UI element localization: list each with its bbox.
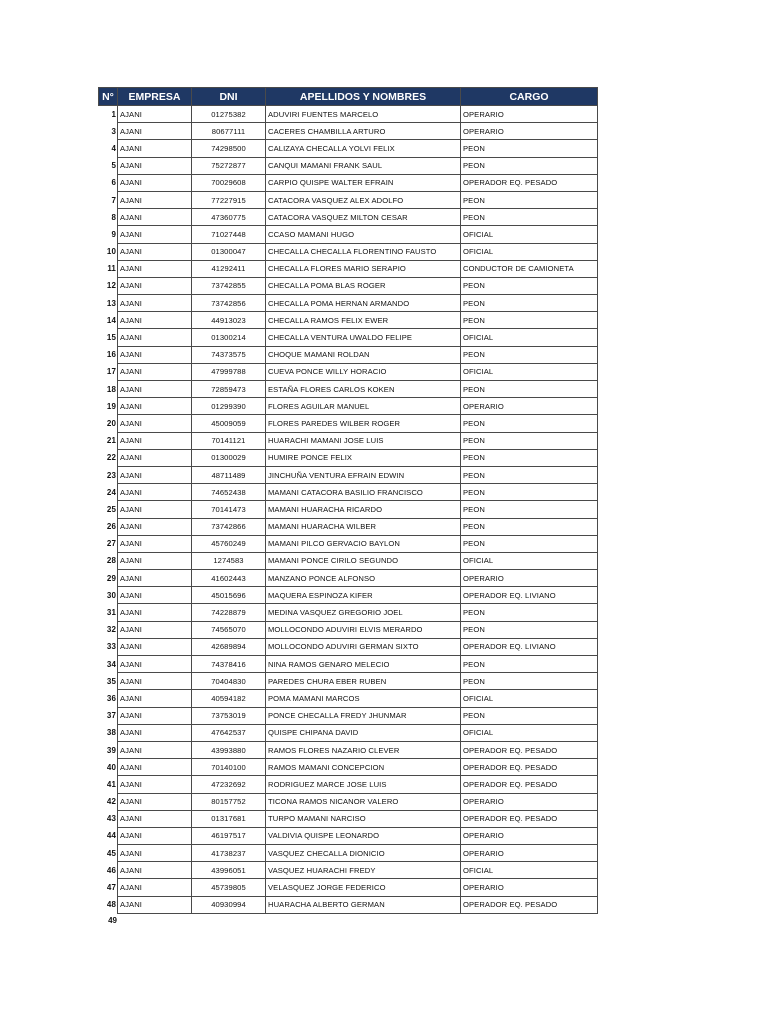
cell-empresa: AJANI (118, 449, 192, 466)
cell-cargo: OFICIAL (461, 552, 598, 569)
table-row (99, 432, 598, 449)
table-row (99, 415, 598, 432)
cell-empresa: AJANI (118, 329, 192, 346)
cell-dni: 80677111 (192, 123, 266, 140)
cell-nombre: ESTAÑA FLORES CARLOS KOKEN (266, 381, 461, 398)
cell-cargo: PEON (461, 466, 598, 483)
cell-cargo: OPERADOR EQ. LIVIANO (461, 638, 598, 655)
table-row (99, 759, 598, 776)
table-row (99, 449, 598, 466)
cell-cargo: PEON (461, 295, 598, 312)
cell-empresa: AJANI (118, 312, 192, 329)
cell-cargo: OPERARIO (461, 845, 598, 862)
cell-dni: 70141473 (192, 501, 266, 518)
cell-dni: 41602443 (192, 570, 266, 587)
cell-nombre: MAMANI HUARACHA RICARDO (266, 501, 461, 518)
cell-cargo: OPERADOR EQ. PESADO (461, 810, 598, 827)
cell-nombre: MOLLOCONDO ADUVIRI ELVIS MERARDO (266, 621, 461, 638)
cell-dni: 1274583 (192, 552, 266, 569)
cell-empresa: AJANI (118, 432, 192, 449)
table-row (99, 552, 598, 569)
table-row (99, 518, 598, 535)
table-row (99, 106, 598, 123)
header-nombres: APELLIDOS Y NOMBRES (266, 88, 461, 106)
cell-empresa: AJANI (118, 501, 192, 518)
cell-empresa: AJANI (118, 810, 192, 827)
cell-nombre: CCASO MAMANI HUGO (266, 226, 461, 243)
table-row (99, 312, 598, 329)
cell-empresa: AJANI (118, 518, 192, 535)
cell-cargo: PEON (461, 312, 598, 329)
cell-nombre: CHECALLA RAMOS FELIX EWER (266, 312, 461, 329)
cell-cargo: OPERADOR EQ. PESADO (461, 174, 598, 191)
cell-cargo: OPERADOR EQ. PESADO (461, 896, 598, 913)
table-row (99, 741, 598, 758)
cell-dni: 74228879 (192, 604, 266, 621)
table-row (99, 466, 598, 483)
cell-cargo: PEON (461, 518, 598, 535)
row-number: 18 (99, 381, 118, 398)
cell-cargo: PEON (461, 140, 598, 157)
cell-cargo: PEON (461, 209, 598, 226)
cell-dni: 45009059 (192, 415, 266, 432)
cell-dni: 47642537 (192, 724, 266, 741)
cell-cargo: PEON (461, 707, 598, 724)
cell-dni: 01300029 (192, 449, 266, 466)
table-row (99, 140, 598, 157)
cell-nombre: POMA MAMANI MARCOS (266, 690, 461, 707)
cell-cargo: PEON (461, 501, 598, 518)
cell-empresa: AJANI (118, 656, 192, 673)
cell-dni: 74652438 (192, 484, 266, 501)
cell-nombre: CANQUI MAMANI FRANK SAUL (266, 157, 461, 174)
cell-empresa: AJANI (118, 827, 192, 844)
table-row (99, 845, 598, 862)
cell-nombre: RAMOS MAMANI CONCEPCION (266, 759, 461, 776)
cell-cargo: OFICIAL (461, 724, 598, 741)
row-number: 42 (99, 793, 118, 810)
cell-cargo: OPERADOR EQ. PESADO (461, 776, 598, 793)
cell-empresa: AJANI (118, 552, 192, 569)
cell-nombre: CHECALLA CHECALLA FLORENTINO FAUSTO (266, 243, 461, 260)
cell-cargo: OPERADOR EQ. LIVIANO (461, 587, 598, 604)
table-body (99, 106, 598, 914)
cell-empresa: AJANI (118, 690, 192, 707)
cell-nombre: MAMANI CATACORA BASILIO FRANCISCO (266, 484, 461, 501)
cell-empresa: AJANI (118, 381, 192, 398)
row-number: 19 (99, 398, 118, 415)
row-number: 4 (99, 140, 118, 157)
header-num: N° (99, 88, 118, 106)
row-number: 40 (99, 759, 118, 776)
cell-cargo: PEON (461, 277, 598, 294)
cell-dni: 01300214 (192, 329, 266, 346)
table-row (99, 570, 598, 587)
cell-cargo: OFICIAL (461, 226, 598, 243)
table-row (99, 879, 598, 896)
cell-dni: 01275382 (192, 106, 266, 123)
cell-cargo: OFICIAL (461, 690, 598, 707)
cell-dni: 43996051 (192, 862, 266, 879)
cell-cargo: OFICIAL (461, 329, 598, 346)
row-number: 7 (99, 191, 118, 208)
table-row (99, 587, 598, 604)
cell-dni: 70141121 (192, 432, 266, 449)
cell-dni: 01300047 (192, 243, 266, 260)
cell-cargo: OPERADOR EQ. PESADO (461, 759, 598, 776)
row-number: 21 (99, 432, 118, 449)
cell-cargo: OPERADOR EQ. PESADO (461, 741, 598, 758)
row-number: 15 (99, 329, 118, 346)
cell-nombre: FLORES AGUILAR MANUEL (266, 398, 461, 415)
table-row (99, 277, 598, 294)
row-number: 22 (99, 449, 118, 466)
table-row (99, 363, 598, 380)
cell-dni: 01317681 (192, 810, 266, 827)
cell-dni: 45015696 (192, 587, 266, 604)
row-number: 47 (99, 879, 118, 896)
row-number: 25 (99, 501, 118, 518)
cell-cargo: CONDUCTOR DE CAMIONETA (461, 260, 598, 277)
workers-table (98, 87, 598, 914)
header-empresa: EMPRESA (118, 88, 192, 106)
header-cargo: CARGO (461, 88, 598, 106)
cell-empresa: AJANI (118, 776, 192, 793)
header-row (99, 88, 598, 106)
cell-dni: 73753019 (192, 707, 266, 724)
table-row (99, 209, 598, 226)
cell-empresa: AJANI (118, 535, 192, 552)
cell-empresa: AJANI (118, 862, 192, 879)
cell-cargo: PEON (461, 604, 598, 621)
cell-cargo: PEON (461, 484, 598, 501)
table-row (99, 707, 598, 724)
cell-cargo: OPERARIO (461, 793, 598, 810)
table-row (99, 827, 598, 844)
cell-dni: 45739805 (192, 879, 266, 896)
row-number: 35 (99, 673, 118, 690)
row-number: 32 (99, 621, 118, 638)
cell-nombre: VASQUEZ CHECALLA DIONICIO (266, 845, 461, 862)
cell-empresa: AJANI (118, 415, 192, 432)
cell-cargo: OPERARIO (461, 570, 598, 587)
cell-nombre: CATACORA VASQUEZ MILTON CESAR (266, 209, 461, 226)
cell-cargo: OPERARIO (461, 827, 598, 844)
cell-cargo: PEON (461, 656, 598, 673)
table-row (99, 346, 598, 363)
header-dni: DNI (192, 88, 266, 106)
cell-nombre: CHECALLA FLORES MARIO SERAPIO (266, 260, 461, 277)
table-row (99, 157, 598, 174)
cell-nombre: RODRIGUEZ MARCE JOSE LUIS (266, 776, 461, 793)
table-row (99, 174, 598, 191)
cell-empresa: AJANI (118, 741, 192, 758)
cell-nombre: TICONA RAMOS NICANOR VALERO (266, 793, 461, 810)
row-number: 37 (99, 707, 118, 724)
row-number: 27 (99, 535, 118, 552)
cell-cargo: PEON (461, 535, 598, 552)
cell-nombre: CHOQUE MAMANI ROLDAN (266, 346, 461, 363)
row-number: 8 (99, 209, 118, 226)
table-row (99, 862, 598, 879)
cell-dni: 41738237 (192, 845, 266, 862)
cell-dni: 74378416 (192, 656, 266, 673)
row-number: 11 (99, 260, 118, 277)
table-row (99, 638, 598, 655)
cell-nombre: CALIZAYA CHECALLA YOLVI FELIX (266, 140, 461, 157)
row-number: 36 (99, 690, 118, 707)
row-number: 33 (99, 638, 118, 655)
cell-nombre: MAMANI HUARACHA WILBER (266, 518, 461, 535)
row-number: 23 (99, 466, 118, 483)
cell-empresa: AJANI (118, 759, 192, 776)
row-number: 30 (99, 587, 118, 604)
cell-empresa: AJANI (118, 398, 192, 415)
cell-empresa: AJANI (118, 226, 192, 243)
row-number: 6 (99, 174, 118, 191)
row-number: 44 (99, 827, 118, 844)
cell-dni: 74373575 (192, 346, 266, 363)
table-row (99, 191, 598, 208)
cell-dni: 77227915 (192, 191, 266, 208)
row-number: 12 (99, 277, 118, 294)
row-number: 41 (99, 776, 118, 793)
cell-nombre: RAMOS FLORES NAZARIO CLEVER (266, 741, 461, 758)
cell-dni: 71027448 (192, 226, 266, 243)
table-row (99, 896, 598, 913)
cell-nombre: ADUVIRI FUENTES MARCELO (266, 106, 461, 123)
row-number: 1 (99, 106, 118, 123)
row-number: 20 (99, 415, 118, 432)
row-number: 14 (99, 312, 118, 329)
cell-empresa: AJANI (118, 157, 192, 174)
cell-empresa: AJANI (118, 140, 192, 157)
cell-nombre: CACERES CHAMBILLA ARTURO (266, 123, 461, 140)
cell-dni: 70140100 (192, 759, 266, 776)
cell-nombre: MEDINA VASQUEZ GREGORIO JOEL (266, 604, 461, 621)
cell-empresa: AJANI (118, 346, 192, 363)
cell-cargo: PEON (461, 449, 598, 466)
row-number: 39 (99, 741, 118, 758)
row-number: 3 (99, 123, 118, 140)
cell-empresa: AJANI (118, 845, 192, 862)
row-number: 45 (99, 845, 118, 862)
cell-cargo: PEON (461, 157, 598, 174)
cell-dni: 48711489 (192, 466, 266, 483)
cell-cargo: OFICIAL (461, 243, 598, 260)
cell-nombre: MANZANO PONCE ALFONSO (266, 570, 461, 587)
cell-cargo: PEON (461, 432, 598, 449)
cell-nombre: VELASQUEZ JORGE FEDERICO (266, 879, 461, 896)
cell-cargo: OPERARIO (461, 879, 598, 896)
cell-dni: 43993880 (192, 741, 266, 758)
cell-cargo: PEON (461, 415, 598, 432)
cell-dni: 46197517 (192, 827, 266, 844)
cell-nombre: MOLLOCONDO ADUVIRI GERMAN SIXTO (266, 638, 461, 655)
cell-empresa: AJANI (118, 209, 192, 226)
cell-nombre: QUISPE CHIPANA DAVID (266, 724, 461, 741)
cell-dni: 47999788 (192, 363, 266, 380)
cell-dni: 73742856 (192, 295, 266, 312)
cell-nombre: CHECALLA POMA BLAS ROGER (266, 277, 461, 294)
cell-dni: 73742866 (192, 518, 266, 535)
cell-empresa: AJANI (118, 260, 192, 277)
row-number: 13 (99, 295, 118, 312)
cell-dni: 47232692 (192, 776, 266, 793)
row-number: 17 (99, 363, 118, 380)
cell-cargo: OFICIAL (461, 862, 598, 879)
cell-dni: 73742855 (192, 277, 266, 294)
cell-nombre: FLORES PAREDES WILBER ROGER (266, 415, 461, 432)
cell-dni: 75272877 (192, 157, 266, 174)
cell-dni: 40594182 (192, 690, 266, 707)
cell-nombre: VALDIVIA QUISPE LEONARDO (266, 827, 461, 844)
row-number: 16 (99, 346, 118, 363)
row-number: 24 (99, 484, 118, 501)
table-row (99, 673, 598, 690)
table-row (99, 724, 598, 741)
cell-nombre: PONCE CHECALLA FREDY JHUNMAR (266, 707, 461, 724)
cell-nombre: MAMANI PONCE CIRILO SEGUNDO (266, 552, 461, 569)
cell-empresa: AJANI (118, 295, 192, 312)
table-row (99, 484, 598, 501)
cell-cargo: PEON (461, 673, 598, 690)
cell-nombre: NINA RAMOS GENARO MELECIO (266, 656, 461, 673)
table-row (99, 776, 598, 793)
cell-empresa: AJANI (118, 570, 192, 587)
table-row (99, 243, 598, 260)
table-row (99, 381, 598, 398)
table-row (99, 810, 598, 827)
cell-nombre: CHECALLA VENTURA UWALDO FELIPE (266, 329, 461, 346)
cell-dni: 01299390 (192, 398, 266, 415)
cell-empresa: AJANI (118, 896, 192, 913)
cell-nombre: CARPIO QUISPE WALTER EFRAIN (266, 174, 461, 191)
cell-empresa: AJANI (118, 621, 192, 638)
cell-nombre: HUARACHA ALBERTO GERMAN (266, 896, 461, 913)
cell-empresa: AJANI (118, 123, 192, 140)
cell-nombre: PAREDES CHURA EBER RUBEN (266, 673, 461, 690)
row-number: 28 (99, 552, 118, 569)
cell-empresa: AJANI (118, 793, 192, 810)
cell-cargo: OPERARIO (461, 106, 598, 123)
cell-dni: 70404830 (192, 673, 266, 690)
cell-nombre: TURPO MAMANI NARCISO (266, 810, 461, 827)
cell-dni: 45760249 (192, 535, 266, 552)
cell-empresa: AJANI (118, 191, 192, 208)
row-number: 9 (99, 226, 118, 243)
cell-empresa: AJANI (118, 707, 192, 724)
row-number: 34 (99, 656, 118, 673)
cell-empresa: AJANI (118, 174, 192, 191)
cell-nombre: CHECALLA POMA HERNAN ARMANDO (266, 295, 461, 312)
cell-cargo: OFICIAL (461, 363, 598, 380)
row-number: 48 (99, 896, 118, 913)
cell-nombre: HUMIRE PONCE FELIX (266, 449, 461, 466)
trailing-row-number: 49 (108, 916, 117, 925)
cell-nombre: HUARACHI MAMANI JOSE LUIS (266, 432, 461, 449)
row-number: 5 (99, 157, 118, 174)
cell-empresa: AJANI (118, 673, 192, 690)
cell-dni: 74565070 (192, 621, 266, 638)
cell-empresa: AJANI (118, 604, 192, 621)
table-row (99, 656, 598, 673)
table-row (99, 398, 598, 415)
table-row (99, 123, 598, 140)
cell-nombre: CUEVA PONCE WILLY HORACIO (266, 363, 461, 380)
cell-nombre: JINCHUÑA VENTURA EFRAIN EDWIN (266, 466, 461, 483)
table-row (99, 604, 598, 621)
row-number: 26 (99, 518, 118, 535)
table-row (99, 501, 598, 518)
cell-cargo: PEON (461, 621, 598, 638)
table-row (99, 535, 598, 552)
cell-dni: 41292411 (192, 260, 266, 277)
cell-empresa: AJANI (118, 106, 192, 123)
cell-nombre: MAMANI PILCO GERVACIO BAYLON (266, 535, 461, 552)
cell-empresa: AJANI (118, 466, 192, 483)
cell-dni: 44913023 (192, 312, 266, 329)
cell-empresa: AJANI (118, 484, 192, 501)
cell-dni: 42689894 (192, 638, 266, 655)
table-row (99, 329, 598, 346)
row-number: 10 (99, 243, 118, 260)
row-number: 43 (99, 810, 118, 827)
row-number: 46 (99, 862, 118, 879)
cell-empresa: AJANI (118, 638, 192, 655)
cell-empresa: AJANI (118, 587, 192, 604)
table-row (99, 690, 598, 707)
cell-empresa: AJANI (118, 243, 192, 260)
row-number: 38 (99, 724, 118, 741)
cell-dni: 70029608 (192, 174, 266, 191)
table-row (99, 295, 598, 312)
cell-dni: 40930994 (192, 896, 266, 913)
cell-empresa: AJANI (118, 724, 192, 741)
row-number: 29 (99, 570, 118, 587)
cell-nombre: CATACORA VASQUEZ ALEX ADOLFO (266, 191, 461, 208)
row-number: 31 (99, 604, 118, 621)
cell-cargo: OPERARIO (461, 398, 598, 415)
cell-dni: 72859473 (192, 381, 266, 398)
cell-empresa: AJANI (118, 363, 192, 380)
cell-cargo: PEON (461, 381, 598, 398)
cell-dni: 74298500 (192, 140, 266, 157)
cell-empresa: AJANI (118, 277, 192, 294)
table-row (99, 793, 598, 810)
cell-dni: 80157752 (192, 793, 266, 810)
cell-dni: 47360775 (192, 209, 266, 226)
cell-nombre: VASQUEZ HUARACHI FREDY (266, 862, 461, 879)
cell-cargo: OPERARIO (461, 123, 598, 140)
cell-nombre: MAQUERA ESPINOZA KIFER (266, 587, 461, 604)
cell-cargo: PEON (461, 191, 598, 208)
table-row (99, 621, 598, 638)
cell-empresa: AJANI (118, 879, 192, 896)
table-row (99, 260, 598, 277)
cell-cargo: PEON (461, 346, 598, 363)
table-row (99, 226, 598, 243)
